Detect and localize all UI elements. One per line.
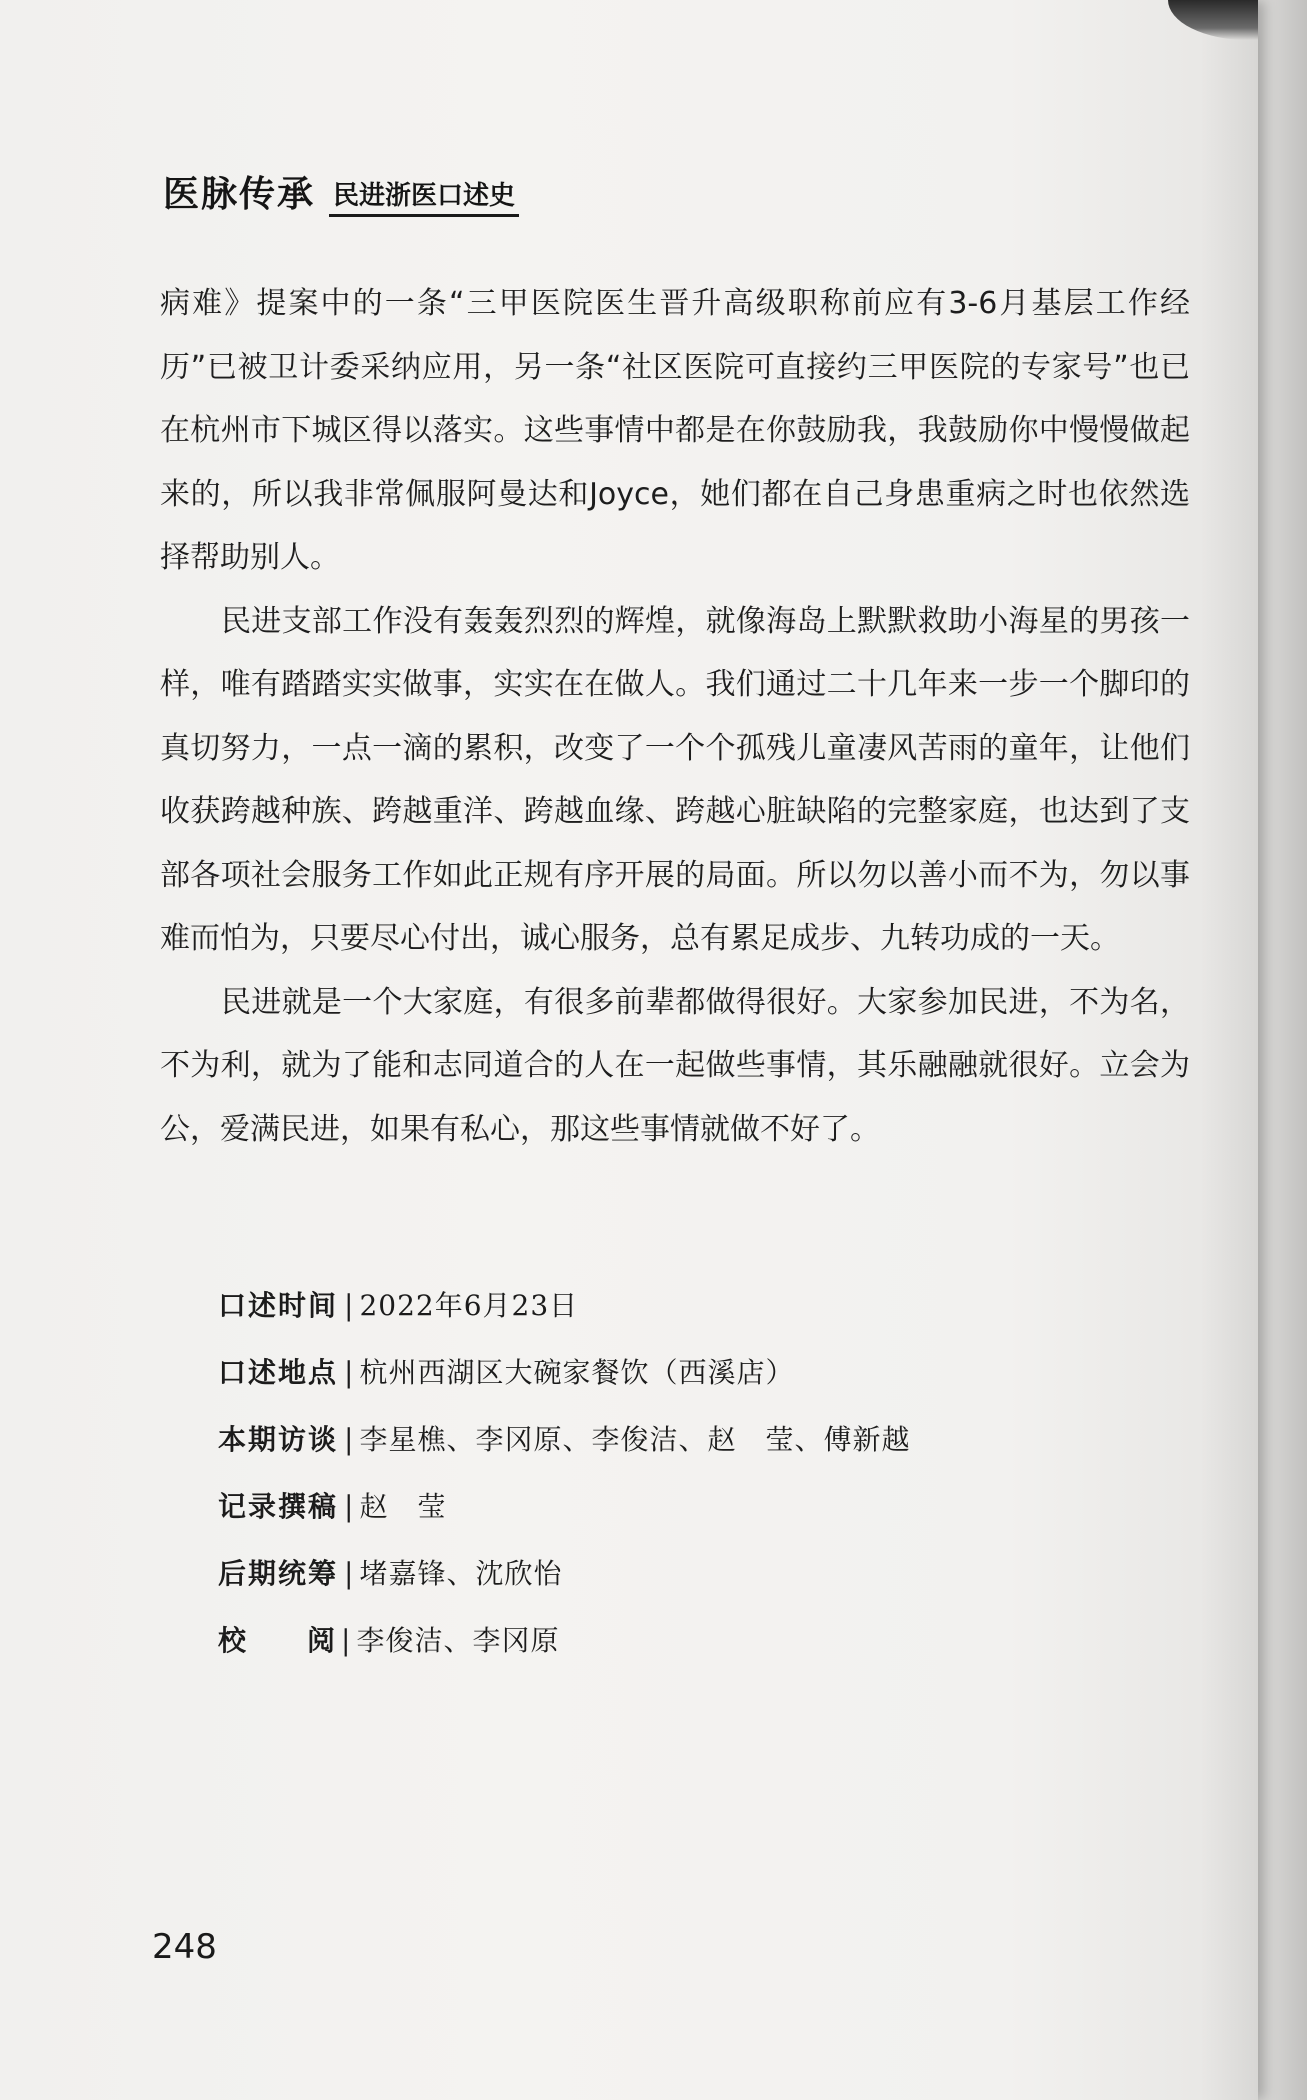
credit-row-interviewers — [218, 1406, 910, 1473]
credit-separator: | — [344, 1289, 354, 1322]
page-number: 248 — [152, 1927, 217, 1967]
credit-separator: | — [344, 1490, 354, 1523]
credit-row-proofreading — [218, 1607, 910, 1674]
credit-value: 杭州西湖区大碗家餐饮（西溪店） — [359, 1356, 795, 1389]
credit-separator: | — [344, 1356, 354, 1389]
credit-label: 校阅 — [218, 1624, 335, 1657]
page-curl-shadow — [1200, 0, 1307, 2100]
running-header — [163, 166, 519, 217]
credit-label: 本期访谈 — [218, 1423, 339, 1456]
paragraph-2: 民进支部工作没有轰轰烈烈的辉煌，就像海岛上默默救助小海星的男孩一样，唯有踏踏实实做事，实实在在做人。我们通过二十几年来一步一个脚印的真切努力，一点一滴的累积，改变了一个个孤残儿童凄风苦雨的童年，让他们收获跨越种族、跨越重洋、跨越血缘、跨越心脏缺陷的完整家庭，也达到了支部各项社会服务工作如此正规有序开展的局面。所以勿以善小而不为，勿以事难而怕为，只要尽心付出，诚心服务，总有累足成步、九转功成的一天。 — [160, 603, 1190, 956]
paragraph-1: 病难》提案中的一条“三甲医院医生晋升高级职称前应有3-6月基层工作经历”已被卫计委采纳应用，另一条“社区医院可直接约三甲医院的专家号”也已在杭州市下城区得以落实。这些事情中都是在你鼓励我，我鼓励你中慢慢做起来的，所以我非常佩服阿曼达和Joyce，她们都在自己身患重病之时也依然选择帮助别人。 — [160, 286, 1190, 575]
credit-separator: | — [344, 1423, 354, 1456]
credit-label: 后期统筹 — [218, 1557, 339, 1590]
credit-value: 李星樵、李冈原、李俊洁、赵 莹、傅新越 — [359, 1423, 911, 1456]
credit-value: 李俊洁、李冈原 — [356, 1624, 560, 1657]
credit-row-location — [218, 1339, 910, 1406]
credit-label: 口述时间 — [218, 1289, 339, 1322]
credit-value: 赵 莹 — [359, 1490, 447, 1523]
credit-row-writer — [218, 1473, 910, 1540]
interview-credits — [218, 1272, 910, 1674]
credit-row-coordination — [218, 1540, 910, 1607]
credit-separator: | — [341, 1624, 351, 1657]
credit-label: 口述地点 — [218, 1356, 339, 1389]
binding-corner — [1168, 0, 1258, 40]
book-title: 医脉传承 — [163, 173, 316, 215]
body-text — [160, 272, 1190, 1161]
paragraph-3: 民进就是一个大家庭，有很多前辈都做得很好。大家参加民进，不为名，不为利，就为了能和志同道合的人在一起做些事情，其乐融融就很好。立会为公，爱满民进，如果有私心，那这些事情就做不好了。 — [160, 984, 1190, 1147]
credit-separator: | — [344, 1557, 354, 1590]
credit-value: 2022年6月23日 — [359, 1289, 579, 1322]
credit-value: 堵嘉锋、沈欣怡 — [359, 1557, 563, 1590]
credit-label: 记录撰稿 — [218, 1490, 339, 1523]
credit-row-time — [218, 1272, 910, 1339]
series-title: 民进浙医口述史 — [329, 175, 519, 217]
